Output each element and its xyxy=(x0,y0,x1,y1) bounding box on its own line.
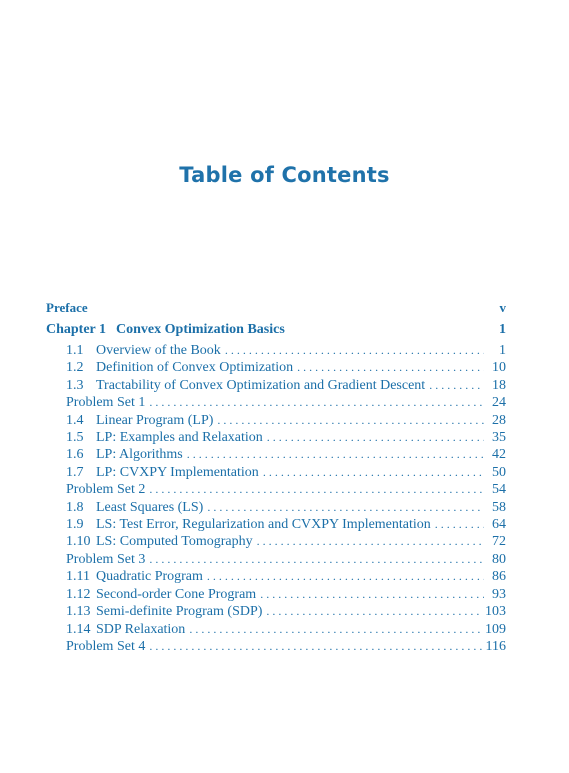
toc-dot-leader xyxy=(189,621,481,638)
toc-entry-title: Definition of Convex Optimization xyxy=(96,360,294,376)
toc-entry-page: 35 xyxy=(492,430,506,446)
toc-chapter-title: Convex Optimization Basics xyxy=(116,322,285,337)
toc-entry-page: 80 xyxy=(492,551,506,567)
toc-entry-row[interactable] xyxy=(46,499,506,516)
toc-entry-page: 103 xyxy=(485,604,506,620)
toc-entry-number: 1.13 xyxy=(66,604,91,620)
toc-dot-leader xyxy=(257,533,484,550)
toc-entry-row[interactable] xyxy=(46,446,506,463)
toc-entry-number: 1.9 xyxy=(66,517,84,533)
toc-entry-page: 10 xyxy=(492,360,506,376)
toc-entry-row[interactable] xyxy=(46,568,506,585)
toc-entry-title: Tractability of Convex Optimization and Gradient Descent xyxy=(96,377,426,393)
toc-entry-row[interactable] xyxy=(46,586,506,603)
toc-entry-number: 1.7 xyxy=(66,464,84,480)
toc-chapter-row[interactable] xyxy=(46,318,506,342)
toc-entry-title: LP: CVXPY Implementation xyxy=(96,464,259,480)
toc-dot-leader xyxy=(207,499,484,516)
toc-entry-page: 109 xyxy=(485,621,506,637)
toc-entry-number: 1.3 xyxy=(66,377,84,393)
toc-entry-number: 1.5 xyxy=(66,430,84,446)
toc-entry-page: 28 xyxy=(492,412,506,428)
toc-entry-page: 50 xyxy=(492,464,506,480)
toc-entry-row[interactable] xyxy=(46,533,506,550)
toc-entry-row[interactable] xyxy=(46,638,506,655)
toc-entry-row[interactable] xyxy=(46,412,506,429)
toc-entry-title: LP: Examples and Relaxation xyxy=(96,430,263,446)
toc-entry-number: 1.1 xyxy=(66,343,84,358)
toc-entry-number: 1.2 xyxy=(66,360,84,376)
toc-entry-page: 93 xyxy=(492,586,506,602)
toc-dot-leader xyxy=(149,638,481,655)
toc-entry-title: Problem Set 2 xyxy=(66,482,146,498)
toc-entry-page: 1 xyxy=(499,343,506,358)
toc-dot-leader xyxy=(225,342,484,359)
toc-entry-page: 86 xyxy=(492,569,506,585)
toc-entry-title: Problem Set 4 xyxy=(66,638,146,654)
toc-entry-title: Overview of the Book xyxy=(96,343,221,358)
toc-dot-leader xyxy=(149,481,484,498)
table-of-contents xyxy=(46,297,506,655)
toc-preface-label: Preface xyxy=(46,300,88,315)
toc-entry-row[interactable] xyxy=(46,516,506,533)
toc-entry-row[interactable] xyxy=(46,603,506,620)
toc-dot-leader xyxy=(217,412,484,429)
toc-entry-title: SDP Relaxation xyxy=(96,621,186,637)
toc-entry-row[interactable] xyxy=(46,394,506,411)
toc-entry-page: 54 xyxy=(492,482,506,498)
toc-entry-page: 72 xyxy=(492,534,506,550)
toc-entry-row[interactable] xyxy=(46,342,506,359)
toc-entry-title: LP: Algorithms xyxy=(96,447,183,463)
toc-dot-leader xyxy=(435,516,484,533)
toc-dot-leader xyxy=(207,568,484,585)
toc-dot-leader xyxy=(263,464,484,481)
toc-entry-page: 18 xyxy=(492,377,506,393)
toc-dot-leader xyxy=(267,429,484,446)
toc-dot-leader xyxy=(187,446,484,463)
toc-dot-leader xyxy=(429,377,484,394)
toc-entry-page: 64 xyxy=(492,517,506,533)
toc-entry-title: Quadratic Program xyxy=(96,569,203,585)
toc-entry-page: 58 xyxy=(492,499,506,515)
toc-chapter-number: Chapter 1 xyxy=(46,322,107,337)
page-title: Table of Contents xyxy=(179,163,390,187)
toc-entry-number: 1.10 xyxy=(66,534,91,550)
toc-preface-row[interactable] xyxy=(46,297,506,318)
toc-entry-row[interactable] xyxy=(46,481,506,498)
toc-entry-page: 116 xyxy=(485,638,506,654)
toc-entry-title: Problem Set 1 xyxy=(66,395,146,411)
toc-dot-leader xyxy=(260,586,484,603)
toc-entry-number: 1.12 xyxy=(66,586,91,602)
toc-entry-list xyxy=(46,342,506,655)
toc-entry-title: LS: Test Error, Regularization and CVXPY Implementation xyxy=(96,517,431,533)
toc-entry-title: LS: Computed Tomography xyxy=(96,534,253,550)
toc-entry-page: 42 xyxy=(492,447,506,463)
toc-entry-title: Problem Set 3 xyxy=(66,551,146,567)
toc-entry-row[interactable] xyxy=(46,377,506,394)
toc-entry-row[interactable] xyxy=(46,464,506,481)
toc-entry-title: Second-order Cone Program xyxy=(96,586,257,602)
toc-dot-leader xyxy=(266,603,481,620)
toc-entry-title: Linear Program (LP) xyxy=(96,412,214,428)
toc-dot-leader xyxy=(149,394,484,411)
toc-entry-number: 1.14 xyxy=(66,621,91,637)
toc-entry-number: 1.4 xyxy=(66,412,84,428)
toc-preface-page: v xyxy=(499,300,506,315)
toc-entry-page: 24 xyxy=(492,395,506,411)
toc-entry-number: 1.11 xyxy=(66,569,90,585)
toc-entry-row[interactable] xyxy=(46,429,506,446)
toc-entry-row[interactable] xyxy=(46,551,506,568)
toc-entry-number: 1.8 xyxy=(66,499,84,515)
toc-dot-leader xyxy=(149,551,484,568)
toc-chapter-page: 1 xyxy=(499,322,506,337)
toc-entry-title: Semi-definite Program (SDP) xyxy=(96,604,263,620)
toc-entry-row[interactable] xyxy=(46,359,506,376)
toc-dot-leader xyxy=(297,359,484,376)
toc-entry-title: Least Squares (LS) xyxy=(96,499,204,515)
toc-entry-number: 1.6 xyxy=(66,447,84,463)
toc-entry-row[interactable] xyxy=(46,621,506,638)
